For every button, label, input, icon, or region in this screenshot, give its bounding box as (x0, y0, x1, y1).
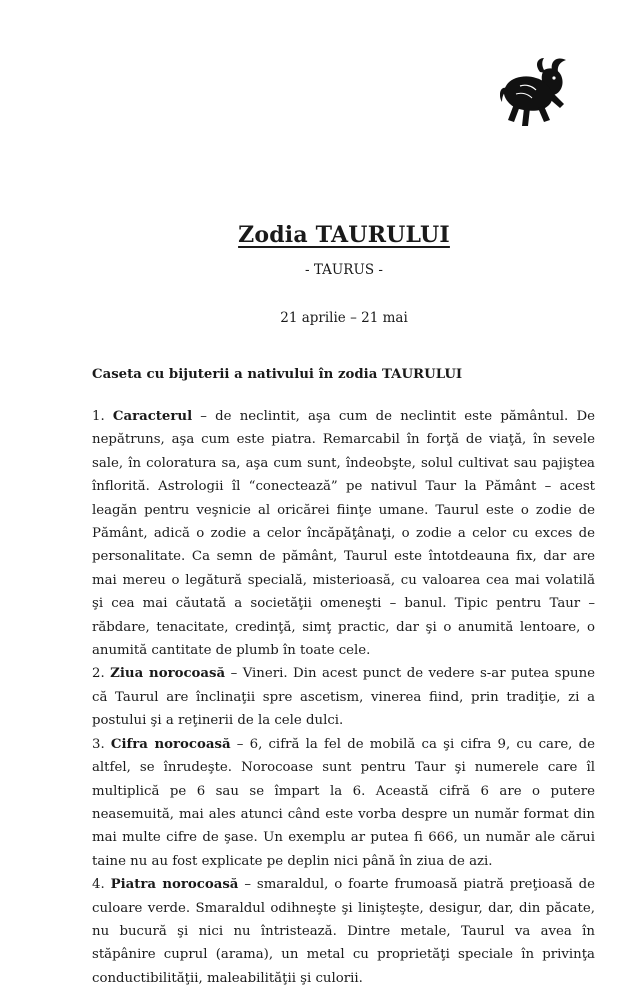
item-term: Ziua norocoasă (110, 666, 226, 682)
section-heading: Caseta cu bijuterii a nativului în zodia TAURULUI (92, 367, 463, 382)
item-term: Caracterul (112, 409, 193, 424)
paragraph-item-2 (92, 662, 595, 732)
item-number: 1. (92, 409, 105, 424)
paragraph-item-4 (92, 873, 595, 990)
item-term: Piatra norocoasă (110, 877, 239, 893)
item-text: – 6, cifră la fel de mobilă ca şi cifra 9, cu care, de altfel, se înrudeşte. Norocoase sunt pentru Taur şi numerele care îl multiplică pe 6 sau se împart la 6. Această cifră 6 are o putere neasemuită, mai ales atunci când este vorba despre un număr format din mai multe cifre de şase. Un exemplu ar putea fi 666, un număr ale cărui taine nu au fost explicate pe deplin nici până în ziua de azi. (92, 736, 595, 869)
paragraph-item-3 (92, 733, 595, 873)
item-term: Cifra norocoasă (110, 736, 231, 752)
item-number: 3. (92, 736, 105, 752)
taurus-bull-icon (500, 56, 576, 128)
item-text: – de neclintit, aşa cum de neclintit este pământul. De nepătruns, aşa cum este piatra. Remarcabil în forţă de viaţă, în sevele sale, în coloratura sa, aşa cum sunt, îndeobşte, solul cultivat sau pajiştea înflorită. Astrologii îl “conectează” pe nativul Taur la Pământ – acest leagăn pentru veşnicie al oricărei fiinţe umane. Taurul este o zodie de Pământ, adică o zodie a celor încăpăţânaţi, o zodie a celor cu exces de personalitate. Ca semn de pământ, Taurul este întotdeauna fix, dar are mai mereu o legătură specială, misterioasă, cu valoarea cea mai volatilă şi cea mai căutată a societăţii omeneşti – banul. Tipic pentru Taur – răbdare, tenacitate, credinţă, simţ practic, dar şi o anumită lentoare, o anumită cantitate de plumb în toate cele. (92, 409, 595, 659)
item-text: – smaraldul, o foarte frumoasă piatră preţioasă de culoare verde. Smaraldul odihneşte şi linişteşte, desigur, dar, din păcate, nu bucură şi nici nu întristează. Dintre metale, Taurul va avea în stăpânire cuprul (arama), un metal cu proprietăţi speciale în privinţa conductibilităţii, maleabilităţii şi culorii. (92, 877, 595, 986)
paragraph-item-1 (92, 405, 595, 662)
page-title: Zodia TAURULUI (238, 222, 450, 248)
item-number: 4. (92, 877, 105, 893)
subtitle: - TAURUS - (305, 262, 383, 278)
item-text: – Vineri. Din acest punct de vedere s-ar putea spune că Taurul are înclinaţii spre ascetism, vinerea fiind, prin tradiţie, zi a postului şi a reţinerii de la cele dulci. (92, 666, 596, 729)
date-range: 21 aprilie – 21 mai (280, 310, 408, 326)
body-text (92, 405, 595, 990)
item-number: 2. (92, 666, 105, 682)
